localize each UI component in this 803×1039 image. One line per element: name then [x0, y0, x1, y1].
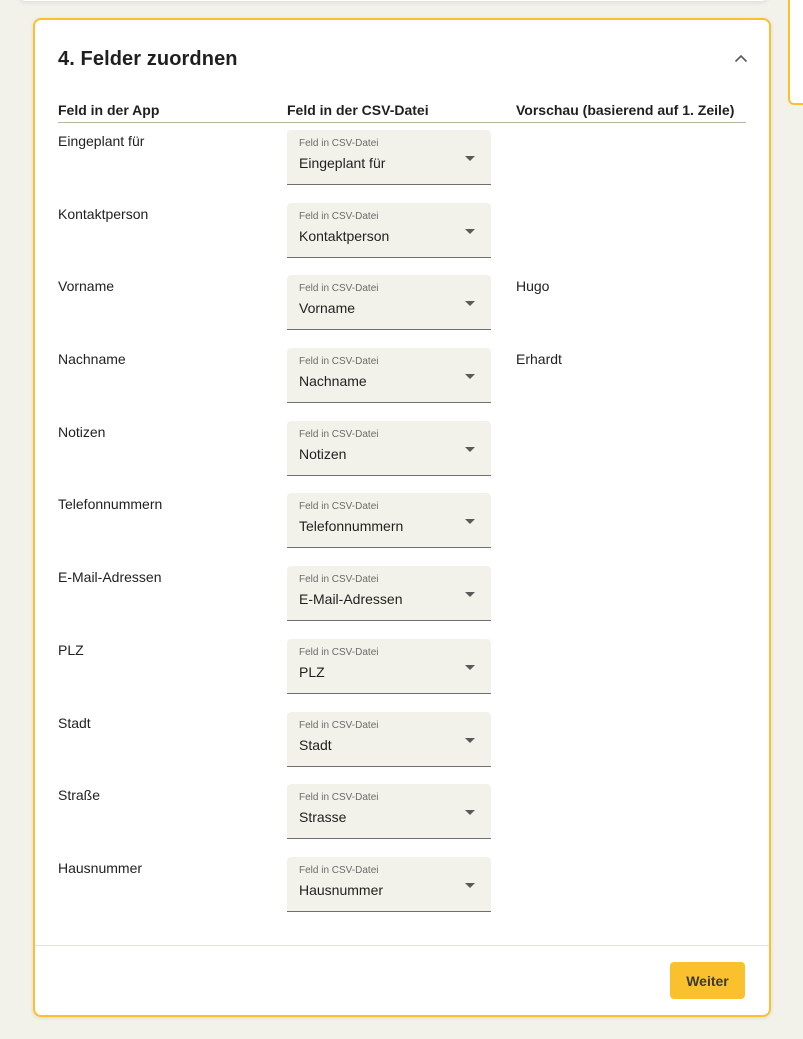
- mapping-row: [58, 348, 746, 421]
- mapping-row: [58, 275, 746, 348]
- mapping-row: [58, 566, 746, 639]
- csv-field-select[interactable]: [287, 784, 491, 839]
- previous-step-card: [18, 0, 769, 1]
- select-value: Hausnummer: [299, 881, 384, 898]
- select-value: PLZ: [299, 663, 325, 680]
- dropdown-arrow-icon: [465, 810, 475, 815]
- select-floating-label: Feld in CSV-Datei: [299, 864, 379, 876]
- header-csv-field: Feld in der CSV-Datei: [287, 102, 429, 118]
- mapping-row: [58, 639, 746, 712]
- app-field-label: Kontaktperson: [58, 205, 149, 222]
- csv-field-select[interactable]: [287, 857, 491, 912]
- mapping-row: [58, 784, 746, 857]
- chevron-up-icon: [734, 54, 748, 63]
- csv-field-select[interactable]: [287, 493, 491, 548]
- app-field-label: Nachname: [58, 351, 126, 368]
- app-field-label: E-Mail-Adressen: [58, 569, 162, 586]
- app-field-label: PLZ: [58, 641, 84, 658]
- field-mapping-card: [33, 18, 771, 1017]
- app-field-label: Notizen: [58, 423, 106, 440]
- mapping-row: [58, 857, 746, 930]
- select-floating-label: Feld in CSV-Datei: [299, 792, 379, 804]
- csv-field-select[interactable]: [287, 348, 491, 403]
- dropdown-arrow-icon: [465, 883, 475, 888]
- select-value: Nachname: [299, 373, 367, 390]
- collapse-button[interactable]: [727, 44, 755, 72]
- mapping-table-header: [58, 102, 746, 123]
- select-value: Kontaktperson: [299, 227, 390, 244]
- app-field-label: Stadt: [58, 714, 91, 731]
- csv-field-select[interactable]: [287, 275, 491, 330]
- select-floating-label: Feld in CSV-Datei: [299, 138, 379, 149]
- preview-value: Hugo: [516, 278, 550, 295]
- mapping-row: [58, 493, 746, 566]
- dropdown-arrow-icon: [465, 519, 475, 524]
- dropdown-arrow-icon: [465, 665, 475, 670]
- mapping-row: [58, 712, 746, 785]
- select-floating-label: Feld in CSV-Datei: [299, 501, 379, 513]
- mapping-row: [58, 421, 746, 494]
- header-app-field: Feld in der App: [58, 102, 160, 118]
- mapping-row: [58, 203, 746, 276]
- dropdown-arrow-icon: [465, 156, 475, 161]
- mapping-row: [58, 130, 746, 203]
- select-value: E-Mail-Adressen: [299, 591, 403, 608]
- next-button[interactable]: Weiter: [670, 962, 745, 999]
- app-field-label: Vorname: [58, 278, 115, 295]
- dropdown-arrow-icon: [465, 447, 475, 452]
- select-floating-label: Feld in CSV-Datei: [299, 719, 379, 731]
- select-value: Notizen: [299, 445, 347, 462]
- csv-field-select[interactable]: [287, 130, 491, 185]
- dropdown-arrow-icon: [465, 301, 475, 306]
- csv-field-select[interactable]: [287, 639, 491, 694]
- select-value: Strasse: [299, 809, 347, 826]
- select-floating-label: Feld in CSV-Datei: [299, 428, 379, 440]
- select-value: Stadt: [299, 736, 332, 753]
- app-field-label: Straße: [58, 787, 101, 804]
- app-field-label: Eingeplant für: [58, 133, 145, 149]
- dropdown-arrow-icon: [465, 229, 475, 234]
- csv-field-select[interactable]: [287, 203, 491, 258]
- csv-field-select[interactable]: [287, 712, 491, 767]
- dropdown-arrow-icon: [465, 738, 475, 743]
- select-value: Telefonnummern: [299, 518, 404, 535]
- select-floating-label: Feld in CSV-Datei: [299, 356, 379, 368]
- mapping-rows: [58, 130, 746, 930]
- footer-divider: [35, 945, 769, 946]
- app-field-label: Hausnummer: [58, 859, 143, 876]
- preview-value: Erhardt: [516, 351, 562, 368]
- csv-field-select[interactable]: [287, 566, 491, 621]
- step-title: 4. Felder zuordnen: [58, 48, 238, 70]
- header-preview: Vorschau (basierend auf 1. Zeile): [516, 102, 735, 118]
- app-field-label: Telefonnummern: [58, 496, 163, 513]
- dropdown-arrow-icon: [465, 592, 475, 597]
- select-floating-label: Feld in CSV-Datei: [299, 283, 379, 295]
- select-value: Eingeplant für: [299, 155, 386, 171]
- csv-field-select[interactable]: [287, 421, 491, 476]
- select-value: Vorname: [299, 300, 356, 317]
- select-floating-label: Feld in CSV-Datei: [299, 574, 379, 586]
- dropdown-arrow-icon: [465, 374, 475, 379]
- select-floating-label: Feld in CSV-Datei: [299, 210, 379, 222]
- side-panel-card: [788, 0, 803, 105]
- select-floating-label: Feld in CSV-Datei: [299, 646, 379, 658]
